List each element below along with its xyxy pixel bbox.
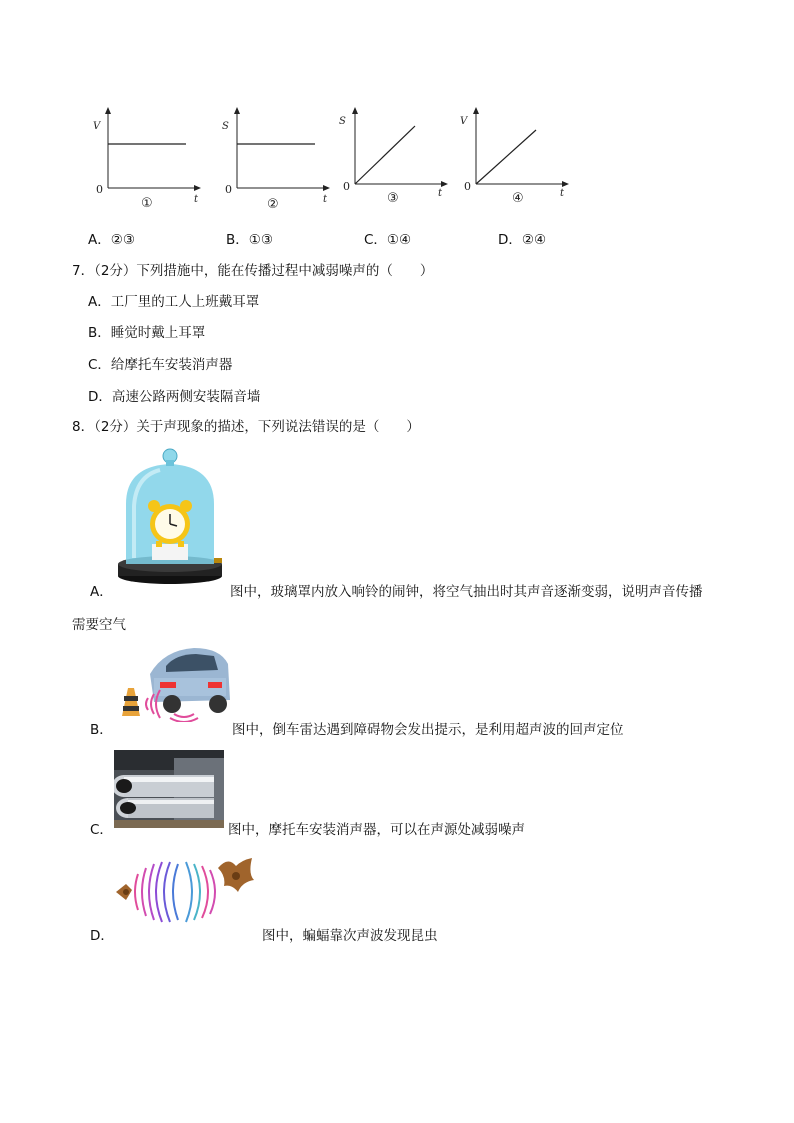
q8-option-c-letter[interactable]: C． [90, 822, 113, 838]
graph-3-origin: 0 [343, 180, 350, 193]
graph-4 [454, 104, 574, 214]
bell-jar-alarm-clock-image [114, 446, 226, 586]
graph-3 [333, 104, 453, 214]
graph-4-y-label: V [460, 116, 468, 127]
graph-1-svg [86, 104, 206, 214]
graph-3-y-label: S [339, 116, 346, 127]
car-parking-radar-image [114, 644, 230, 722]
graph-3-label: ③ [387, 191, 399, 206]
bat-echolocation-image [114, 852, 260, 926]
graph-1-origin: 0 [96, 183, 103, 196]
q7-option-a[interactable]: A．工厂里的工人上班戴耳罩 [88, 294, 260, 310]
graph-1 [86, 104, 206, 214]
q7-option-b[interactable]: B．睡觉时戴上耳罩 [88, 325, 206, 341]
q6-option-c[interactable]: C．①④ [364, 232, 412, 248]
q8-option-c-text[interactable]: 图中，摩托车安装消声器，可以在声源处减弱噪声 [228, 822, 525, 838]
q8-option-a-text-cont: 需要空气 [72, 617, 126, 633]
graph-2-x-label: t [323, 194, 328, 205]
graph-4-origin: 0 [464, 180, 471, 193]
q7-stem: 7．（2分）下列措施中，能在传播过程中减弱噪声的（ ） [72, 263, 434, 279]
q8-stem: 8．（2分）关于声现象的描述，下列说法错误的是（ ） [72, 419, 420, 435]
graph-4-label: ④ [512, 191, 524, 206]
graph-2-label: ② [267, 197, 279, 212]
graph-4-svg [454, 104, 574, 214]
graph-3-svg [333, 104, 453, 214]
motorcycle-muffler-image [114, 750, 224, 828]
graph-3-x-label: t [438, 188, 443, 199]
q8-option-b-letter[interactable]: B． [90, 722, 113, 738]
graph-1-label: ① [141, 196, 153, 211]
q6-option-b[interactable]: B．①③ [226, 232, 273, 248]
q8-option-a-text[interactable]: 图中，玻璃罩内放入响铃的闹钟，将空气抽出时其声音逐渐变弱，说明声音传播 [230, 584, 703, 600]
q8-option-d-letter[interactable]: D． [90, 928, 114, 944]
graph-4-x-label: t [560, 188, 565, 199]
q8-option-b-text[interactable]: 图中，倒车雷达遇到障碍物会发出提示，是利用超声波的回声定位 [232, 722, 624, 738]
graph-1-y-label: V [93, 121, 101, 132]
graph-2 [215, 104, 335, 214]
q8-option-d-text[interactable]: 图中，蝙蝠靠次声波发现昆虫 [262, 928, 438, 944]
q7-option-c[interactable]: C．给摩托车安装消声器 [88, 357, 233, 373]
graph-2-svg [215, 104, 335, 214]
q6-option-a[interactable]: A．②③ [88, 232, 135, 248]
graph-1-x-label: t [194, 194, 199, 205]
q8-option-a-letter[interactable]: A． [90, 584, 113, 600]
q7-option-d[interactable]: D．高速公路两侧安装隔音墙 [88, 389, 261, 405]
q6-option-d[interactable]: D．②④ [498, 232, 547, 248]
graph-2-origin: 0 [225, 183, 232, 196]
graph-2-y-label: S [222, 121, 229, 132]
